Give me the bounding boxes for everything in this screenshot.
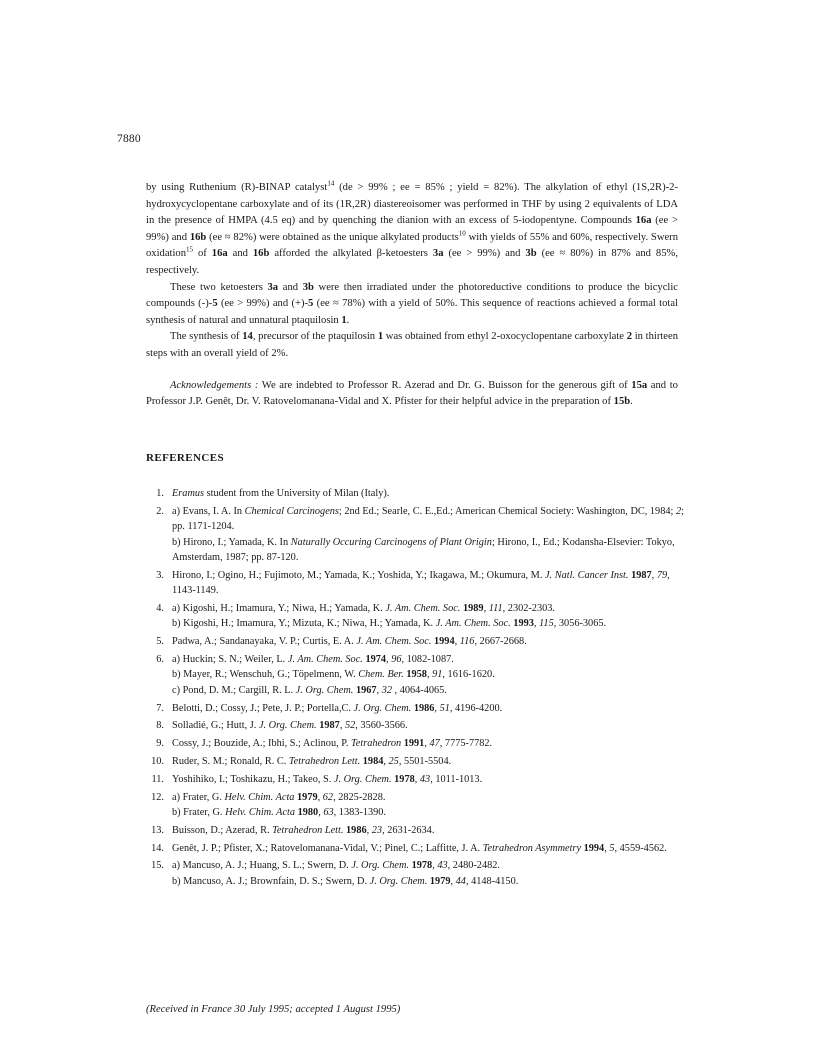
text-segment: 1986 bbox=[346, 824, 367, 836]
text-segment: Chemical Carcinogens bbox=[244, 505, 339, 517]
text-segment: (ee > 99%) and bbox=[443, 248, 526, 260]
reference-item bbox=[146, 858, 686, 889]
reference-entry bbox=[172, 616, 686, 631]
text-segment: were then irradiated under the photoreductive conditions to produce the bicyclic compounds (-)- bbox=[146, 281, 678, 310]
text-segment: , 2825-2828. bbox=[333, 791, 386, 803]
text-segment: 47 bbox=[429, 738, 440, 750]
text-segment: Helv. Chim. Acta bbox=[225, 807, 296, 819]
reference-item bbox=[146, 772, 686, 787]
text-segment: ; Hirono, I., Ed.; Kodansha-Elsevier: Tokyo, Amsterdam, 1987; pp. 87-120. bbox=[172, 536, 675, 564]
text-segment: a) Evans, I. A. In bbox=[172, 505, 245, 517]
reference-number: 3. bbox=[156, 569, 164, 581]
reference-item bbox=[146, 634, 686, 649]
reference-number: 14. bbox=[151, 842, 164, 854]
text-segment: , bbox=[454, 636, 460, 648]
text-segment: b) Frater, G. bbox=[172, 807, 226, 819]
text-segment: Hirono, I.; Ogino, H.; Fujimoto, M.; Yamada, K.; Yoshida, Y.; Ikagawa, M.; Okumura, M. bbox=[172, 569, 545, 581]
text-segment: J. Org. Chem. bbox=[258, 720, 317, 732]
text-segment: 1980 bbox=[297, 807, 319, 819]
text-segment: Helv. Chim. Acta bbox=[224, 791, 295, 803]
text-segment: (ee ≈ 80%) in 87% and 85%, respectively. bbox=[146, 248, 679, 276]
text-segment: 1978 bbox=[394, 773, 415, 785]
text-segment: , 1011-1013. bbox=[430, 773, 483, 785]
text-segment: Eramus bbox=[172, 488, 205, 499]
text-segment: 3a bbox=[432, 248, 444, 260]
reference-number: 10. bbox=[151, 756, 164, 768]
reference-entry bbox=[172, 601, 686, 616]
reference-number: 1. bbox=[156, 488, 164, 499]
text-segment: (ee > 99%) and bbox=[146, 215, 678, 243]
reference-number: 11. bbox=[151, 773, 164, 785]
text-segment: , 3056-3065. bbox=[553, 618, 607, 630]
text-segment: 91 bbox=[432, 669, 443, 681]
text-segment: 5 bbox=[609, 842, 615, 854]
reference-item bbox=[146, 754, 686, 769]
text-segment: 1986 bbox=[413, 702, 435, 714]
text-segment: , 1082-1087. bbox=[401, 654, 454, 666]
reference-item bbox=[146, 790, 686, 821]
text-segment: , bbox=[432, 860, 438, 872]
reference-entry bbox=[172, 667, 686, 682]
reference-item bbox=[146, 718, 686, 733]
reference-number: 4. bbox=[156, 603, 164, 615]
reference-entry bbox=[172, 486, 686, 501]
text-segment: J. Org. Chem. bbox=[369, 875, 428, 887]
reference-entry bbox=[172, 535, 686, 566]
reference-item bbox=[146, 823, 686, 838]
text-segment: 15a bbox=[631, 379, 648, 391]
text-segment: Yoshihiko, I.; Toshikazu, H.; Takeo, S. bbox=[172, 773, 334, 785]
text-segment: Acknowledgements : bbox=[170, 379, 259, 391]
reference-item bbox=[146, 701, 686, 716]
text-segment: J. Am. Chem. Soc. bbox=[435, 618, 511, 630]
text-segment: 32 bbox=[381, 684, 392, 696]
text-segment: 2 bbox=[675, 505, 682, 517]
text-segment: 1991 bbox=[403, 738, 425, 750]
text-segment: 3b bbox=[525, 248, 537, 260]
text-segment: J. Org. Chem. bbox=[295, 684, 354, 696]
text-segment: Chem. Ber. bbox=[358, 669, 404, 681]
text-segment: and bbox=[227, 248, 253, 260]
text-segment: , 4064-4065. bbox=[391, 684, 447, 696]
text-segment: 1989 bbox=[462, 603, 484, 615]
text-segment: . bbox=[630, 396, 633, 408]
reference-number: 8. bbox=[156, 720, 164, 732]
text-segment: July bbox=[247, 1004, 266, 1015]
text-segment: a) Kigoshi, H.; Imamura, Y.; Niwa, H.; Yamada, K. bbox=[172, 603, 386, 615]
text-segment: Solladié, G.; Hutt, J. bbox=[172, 720, 259, 732]
text-segment: and bbox=[278, 281, 303, 293]
text-segment: 116 bbox=[459, 636, 475, 648]
text-segment: J. Natl. Cancer Inst. bbox=[544, 569, 629, 581]
text-segment: J. Am. Chem. Soc. bbox=[385, 603, 461, 615]
acknowledgements-paragraph bbox=[146, 378, 678, 411]
text-segment: 1 bbox=[377, 331, 384, 343]
text-segment: 25 bbox=[388, 756, 399, 768]
text-segment: 30 bbox=[231, 1004, 248, 1015]
text-segment: Genêt, J. P.; Pfister, X.; Ratovelomanana-Vidal, V.; Pinel, C.; Laffitte, J. A. bbox=[172, 842, 483, 854]
body-text bbox=[146, 180, 678, 411]
reference-item bbox=[146, 568, 686, 599]
text-segment: 1 bbox=[333, 1004, 344, 1015]
text-segment: , bbox=[651, 569, 657, 581]
text-segment: , bbox=[434, 702, 440, 714]
text-segment: Ruder, S. M.; Ronald, R. C. bbox=[172, 756, 289, 768]
text-segment: 14 bbox=[327, 179, 335, 188]
text-segment: 1995) bbox=[372, 1004, 401, 1015]
reference-entry bbox=[172, 504, 686, 535]
reference-entry bbox=[172, 790, 686, 805]
reference-item bbox=[146, 486, 686, 501]
text-segment: 1978 bbox=[411, 860, 433, 872]
text-segment: , 2667-2668. bbox=[474, 636, 527, 648]
text-segment: We are indebted to Professor R. Azerad and Dr. G. Buisson for the generous gift of bbox=[258, 379, 632, 391]
text-segment: , precursor of the ptaquilosin bbox=[252, 331, 378, 343]
text-segment: 1987 bbox=[319, 720, 340, 732]
text-segment: b) Kigoshi, H.; Imamura, Y.; Mizuta, K.; Niwa, H.; Yamada, K. bbox=[172, 618, 436, 630]
reference-entry bbox=[172, 701, 686, 716]
text-segment: 1967 bbox=[355, 684, 377, 696]
text-segment: , 3560-3566. bbox=[355, 720, 408, 732]
text-segment: 51 bbox=[439, 702, 450, 714]
text-segment: 10 bbox=[458, 229, 466, 238]
text-segment: student from the University of Milan (Italy). bbox=[204, 488, 390, 499]
page-number: 7880 bbox=[117, 133, 141, 145]
body-paragraph bbox=[146, 329, 678, 362]
text-segment: , 1616-1620. bbox=[442, 669, 495, 681]
text-segment: 96 bbox=[391, 654, 402, 666]
text-segment: 1979 bbox=[429, 875, 451, 887]
text-segment: 115 bbox=[539, 618, 554, 630]
text-segment: , 2302-2303. bbox=[502, 603, 555, 615]
text-segment: , 7775-7782. bbox=[439, 738, 493, 750]
reference-entry bbox=[172, 772, 686, 787]
text-segment: 16a bbox=[211, 248, 228, 260]
text-segment: of bbox=[193, 248, 212, 260]
text-segment: 1974 bbox=[365, 654, 387, 666]
reference-entry bbox=[172, 805, 686, 820]
text-segment: These two ketoesters bbox=[170, 281, 268, 293]
text-segment: (Received in France bbox=[146, 1004, 232, 1015]
reference-entry bbox=[172, 634, 686, 649]
text-segment: , bbox=[604, 842, 610, 854]
text-segment: , bbox=[424, 738, 430, 750]
reference-number: 6. bbox=[156, 654, 164, 666]
text-segment: by using Ruthenium (R)-BINAP catalyst bbox=[146, 182, 328, 193]
text-segment: 1995; bbox=[265, 1004, 296, 1015]
text-segment: , 2631-2634. bbox=[382, 824, 435, 836]
text-segment: 5 bbox=[212, 298, 218, 310]
text-segment: Tetrahedron bbox=[350, 738, 402, 750]
text-segment: c) Pond, D. M.; Cargill, R. L. bbox=[172, 684, 296, 696]
text-segment: 62 bbox=[322, 791, 334, 803]
text-segment: 1993 bbox=[513, 618, 534, 630]
reference-number: 15. bbox=[151, 860, 164, 872]
text-segment: 5 bbox=[308, 298, 314, 310]
text-segment: Tetrahedron Lett. bbox=[288, 756, 361, 768]
text-segment: 111 bbox=[488, 603, 503, 615]
reference-entry bbox=[172, 683, 686, 698]
text-segment: in thirteen steps with an overall yield of 2%. bbox=[146, 331, 679, 359]
text-segment: , bbox=[414, 773, 420, 785]
text-segment: , 1143-1149. bbox=[172, 569, 670, 597]
text-segment: Tetrahedron Lett. bbox=[272, 824, 344, 836]
text-segment: 1 bbox=[341, 314, 347, 326]
reference-number: 12. bbox=[151, 791, 164, 803]
text-segment: J. Am. Chem. Soc. bbox=[287, 654, 363, 666]
text-segment: 1979 bbox=[297, 791, 318, 803]
text-segment: J. Am. Chem. Soc. bbox=[356, 636, 432, 648]
reference-number: 5. bbox=[156, 636, 164, 648]
text-segment: ; 2nd Ed.; Searle, C. E.,Ed.; American Chemical Society: Washington, DC, 1984; bbox=[338, 505, 676, 517]
reference-item bbox=[146, 736, 686, 751]
text-segment: ; pp. 1171-1204. bbox=[172, 505, 684, 533]
text-segment: J. Org. Chem. bbox=[351, 860, 410, 872]
text-segment: 23 bbox=[371, 824, 383, 836]
text-segment: J. Org. Chem. bbox=[333, 773, 392, 785]
text-segment: , 1383-1390. bbox=[333, 807, 386, 819]
text-segment: , bbox=[426, 669, 433, 681]
text-segment: afforded the alkylated β-ketoesters bbox=[269, 248, 433, 260]
text-segment: and to Professor J.P. Genêt, Dr. V. Ratovelomanana-Vidal and X. Pfister for their helpful advice in the preparation of bbox=[146, 379, 678, 408]
reference-number: 7. bbox=[156, 702, 164, 714]
text-segment: , 2480-2482. bbox=[447, 860, 500, 872]
text-segment: J. Org. Chem. bbox=[353, 702, 412, 714]
text-segment: 43 bbox=[437, 860, 448, 872]
text-segment: b) Hirono, I.; Yamada, K. In bbox=[172, 536, 291, 548]
text-segment: (ee ≈ 78%) with a yield of 50%. This sequence of reactions achieved a formal total synthesis of natural and unnatural ptaquilosin bbox=[146, 298, 679, 326]
text-segment: 15 bbox=[186, 245, 194, 254]
text-segment: 43 bbox=[419, 773, 431, 785]
text-segment: was obtained from ethyl 2-oxocyclopentane carboxylate bbox=[383, 331, 627, 343]
reference-entry bbox=[172, 858, 686, 873]
text-segment: , bbox=[376, 684, 382, 696]
text-segment: , bbox=[339, 720, 345, 732]
reference-entry bbox=[172, 718, 686, 733]
text-segment: The synthesis of bbox=[170, 331, 243, 343]
text-segment: 2 bbox=[626, 331, 633, 343]
reference-entry bbox=[172, 823, 686, 838]
text-segment: Belotti, D.; Cossy, J.; Pete, J. P.; Portella,C. bbox=[172, 702, 354, 714]
reference-number: 2. bbox=[156, 505, 164, 517]
text-segment: 15b bbox=[613, 396, 631, 408]
references-heading: REFERENCES bbox=[146, 452, 224, 464]
reference-number: 13. bbox=[151, 824, 164, 836]
text-segment: 16a bbox=[635, 215, 652, 227]
text-segment: accepted bbox=[295, 1004, 334, 1015]
text-segment: , 4559-4562. bbox=[614, 842, 667, 854]
text-segment: (ee > 99%) and (+)- bbox=[217, 298, 309, 310]
text-segment: a) Mancuso, A. J.; Huang, S. L.; Swern, D. bbox=[172, 860, 352, 872]
text-segment: , bbox=[533, 618, 540, 630]
text-segment: 44 bbox=[455, 875, 466, 887]
text-segment: b) Mancuso, A. J.; Brownfain, D. S.; Swern, D. bbox=[172, 875, 370, 887]
text-segment: b) Mayer, R.; Wenschuh, G.; Töpelmenn, W. bbox=[172, 669, 359, 681]
text-segment: , bbox=[317, 791, 323, 803]
text-segment: 3a bbox=[267, 281, 279, 293]
text-segment: (de > 99% ; ee = 85% ; yield = 82%). The alkylation of ethyl (1S,2R)-2-hydroxycyclopentane carboxylate and of its (1R,2R) diastereoisomer was performed in THF by using 2 equivalents of LDA in the presence of HMPA (4.5 eq) and by quenching the dianion with an excess of 5-iodopentyne. Compounds bbox=[146, 182, 679, 227]
text-segment: . bbox=[346, 314, 350, 326]
text-segment: 63 bbox=[323, 807, 334, 819]
text-segment: , bbox=[318, 807, 324, 819]
text-segment: 3b bbox=[302, 281, 314, 293]
text-segment: August bbox=[343, 1004, 373, 1015]
received-note bbox=[146, 1004, 400, 1015]
text-segment: 1994 bbox=[583, 842, 605, 854]
body-paragraph bbox=[146, 280, 678, 330]
reference-item bbox=[146, 841, 686, 856]
reference-item bbox=[146, 504, 686, 566]
text-segment: , bbox=[483, 603, 489, 615]
reference-item bbox=[146, 652, 686, 698]
text-segment: , 4148-4150. bbox=[465, 875, 519, 887]
text-segment: with yields of 55% and 60%, respectively. Swern oxidation bbox=[146, 231, 678, 260]
text-segment: 16b bbox=[252, 248, 270, 260]
text-segment: (ee ≈ 82%) were obtained as the unique alkylated products bbox=[206, 231, 459, 243]
text-segment: , bbox=[450, 875, 456, 887]
text-segment: , 4196-4200. bbox=[449, 702, 503, 714]
text-segment: , bbox=[386, 654, 392, 666]
text-segment: a) Huckin; S. N.; Weiler, L. bbox=[172, 654, 288, 666]
reference-entry bbox=[172, 652, 686, 667]
reference-entry bbox=[172, 841, 686, 856]
text-segment: 14 bbox=[242, 331, 253, 343]
text-segment: a) Frater, G. bbox=[172, 791, 225, 803]
text-segment: Cossy, J.; Bouzide, A.; Ibhi, S.; Aclinou, P. bbox=[172, 738, 351, 750]
text-segment: 1958 bbox=[406, 669, 427, 681]
text-segment: Naturally Occuring Carcinogens of Plant Origin bbox=[290, 536, 492, 548]
text-segment: , 5501-5504. bbox=[398, 756, 452, 768]
text-segment: 52 bbox=[344, 720, 356, 732]
reference-item bbox=[146, 601, 686, 632]
body-paragraph bbox=[146, 180, 678, 280]
text-segment: 79 bbox=[656, 569, 668, 581]
text-segment: Padwa, A.; Sandanayaka, V. P.; Curtis, E. A. bbox=[172, 636, 357, 648]
reference-entry bbox=[172, 874, 686, 889]
text-segment: 1984 bbox=[362, 756, 384, 768]
text-segment: 1994 bbox=[434, 636, 455, 648]
reference-number: 9. bbox=[156, 738, 164, 750]
reference-list bbox=[146, 486, 686, 892]
reference-entry bbox=[172, 754, 686, 769]
text-segment: Buisson, D.; Azerad, R. bbox=[172, 824, 273, 836]
text-segment: 16b bbox=[189, 231, 207, 243]
reference-entry bbox=[172, 568, 686, 599]
text-segment: , bbox=[366, 824, 372, 836]
reference-entry bbox=[172, 736, 686, 751]
text-segment: 1987 bbox=[631, 569, 652, 581]
text-segment: , bbox=[383, 756, 389, 768]
text-segment: Tetrahedron Asymmetry bbox=[482, 842, 582, 854]
